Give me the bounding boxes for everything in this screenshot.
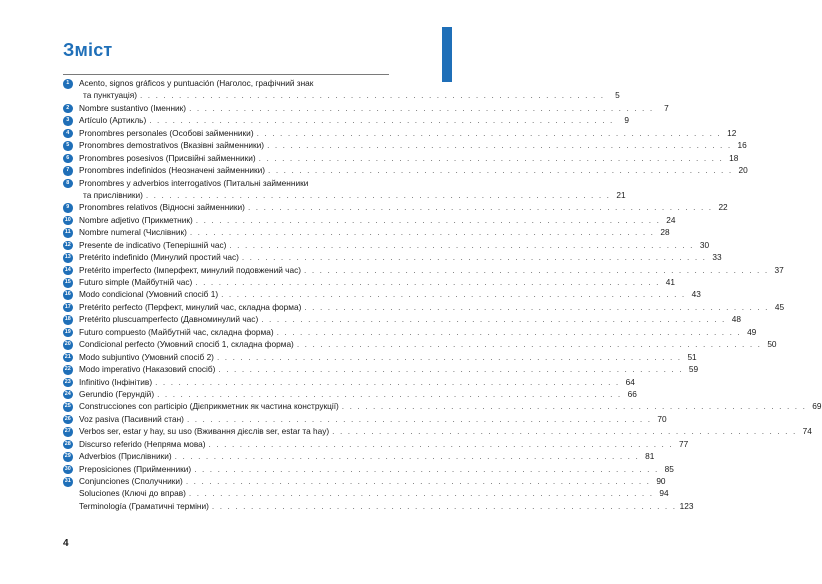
chapter-number-badge: 26 (63, 415, 73, 425)
toc-page-number: 24 (666, 214, 676, 225)
toc-page-number: 74 (802, 426, 812, 437)
toc-page-number: 94 (659, 488, 669, 499)
chapter-number-badge: 24 (63, 390, 73, 400)
toc-page-number: 90 (656, 476, 666, 487)
toc-entry[interactable] (63, 239, 710, 251)
toc-entry[interactable] (63, 301, 785, 313)
toc-entry-title: Soluciones (Ключі до вправ) (79, 488, 186, 499)
toc-page-number: 85 (664, 463, 674, 474)
toc-page-number: 22 (718, 202, 728, 213)
dot-leader: . . . . . . . . . . . . . . . . . . . . . . . . . . . . . . . . . . . . . . . . . . . . . . . . . . . . . . . . . . . . (221, 289, 686, 300)
dot-leader: . . . . . . . . . . . . . . . . . . . . . . . . . . . . . . . . . . . . . . . . . . . . . . . . . . . . . . . . . . . . (157, 388, 622, 399)
chapter-number-badge: 2 (63, 104, 73, 114)
toc-entry-title: Pronombres posesivos (Присвійні займенники) (79, 152, 256, 163)
chapter-number-badge: 5 (63, 141, 73, 151)
toc-entry-title: Pronombres relativos (Відносні займенники) (79, 202, 245, 213)
toc-entry-title: Preposiciones (Прийменники) (79, 463, 192, 474)
dot-leader: . . . . . . . . . . . . . . . . . . . . . . . . . . . . . . . . . . . . . . . . . . . . . . . . . . . . . . . . . . . . (218, 364, 684, 375)
dot-leader: . . . . . . . . . . . . . . . . . . . . . . . . . . . . . . . . . . . . . . . . . . . . . . . . . . . . . . . . . . . . (188, 488, 654, 499)
toc-entry[interactable] (63, 351, 697, 363)
toc-entry-title: Modo imperativo (Наказовий спосіб) (79, 364, 216, 375)
toc-entry[interactable] (63, 363, 699, 375)
dot-leader: . . . . . . . . . . . . . . . . . . . . . . . . . . . . . . . . . . . . . . . . . . . . . . . . . . . . . . . . . . . . (256, 127, 722, 138)
dot-leader: . . . . . . . . . . . . . . . . . . . . . . . . . . . . . . . . . . . . . . . . . . . . . . . . . . . . . . . . . . . . (247, 202, 713, 213)
dot-leader: . . . . . . . . . . . . . . . . . . . . . . . . . . . . . . . . . . . . . . . . . . . . . . . . . . . . . . . . . . . . (332, 426, 797, 437)
chapter-number-badge: 4 (63, 129, 73, 139)
toc-entry[interactable] (63, 276, 676, 288)
chapter-number-badge: 11 (63, 228, 73, 238)
toc-page-number: 7 (664, 102, 669, 113)
toc-entry-title: Pretérito perfecto (Перфект, минулий час, складна форма) (79, 301, 302, 312)
dot-leader: . . . . . . . . . . . . . . . . . . . . . . . . . . . . . . . . . . . . . . . . . . . . . . . . . . . . . . . . . . . . (155, 376, 620, 387)
toc-entry-title: Futuro compuesto (Майбутній час, складна форма) (79, 326, 274, 337)
toc-entry-title-continued: та прислівники) (83, 189, 143, 200)
dot-leader: . . . . . . . . . . . . . . . . . . . . . . . . . . . . . . . . . . . . . . . . . . . . . . . . . . . . . . . . . . . . (304, 301, 770, 312)
toc-entry[interactable] (63, 288, 701, 300)
toc-entry[interactable] (63, 214, 676, 226)
dot-leader: . . . . . . . . . . . . . . . . . . . . . . . . . . . . . . . . . . . . . . . . . . . . . . . . . . . . . . . . . . . . (267, 140, 732, 151)
toc-entry-title: Pronombres personales (Особові займенники) (79, 127, 254, 138)
chapter-number-badge: 22 (63, 365, 73, 375)
toc-entry-title: Pretérito pluscuamperfecto (Давноминулий час) (79, 314, 259, 325)
toc-entry-title: Modo condicional (Умовний спосіб 1) (79, 289, 219, 300)
toc-entry[interactable] (63, 201, 728, 213)
page-number: 4 (63, 538, 69, 549)
dot-leader: . . . . . . . . . . . . . . . . . . . . . . . . . . . . . . . . . . . . . . . . . . . . . . . . . . . . . . . . . . . . (195, 277, 661, 288)
toc-page-number: 64 (625, 376, 635, 387)
toc-page-number: 66 (627, 388, 637, 399)
toc-entry-title: Discurso referido (Непряма мова) (79, 438, 206, 449)
toc-entry-title: Futuro simple (Майбутній час) (79, 277, 193, 288)
toc-page-number: 37 (774, 264, 784, 275)
dot-leader: . . . . . . . . . . . . . . . . . . . . . . . . . . . . . . . . . . . . . . . . . . . . . . . . . . . . . . . . . . . . (140, 90, 605, 101)
chapter-number-badge: 18 (63, 315, 73, 325)
chapter-number-badge: 28 (63, 440, 73, 450)
dot-leader: . . . . . . . . . . . . . . . . . . . . . . . . . . . . . . . . . . . . . . . . . . . . . . . . . . . . . . . . . . . . (149, 115, 614, 126)
toc-page-number: 12 (727, 127, 737, 138)
chapter-number-badge: 17 (63, 303, 73, 313)
toc-entry[interactable] (63, 102, 669, 114)
toc-entry[interactable] (63, 226, 670, 238)
chapter-number-badge: 20 (63, 340, 73, 350)
dot-leader: . . . . . . . . . . . . . . . . . . . . . . . . . . . . . . . . . . . . . . . . . . . . . . . . . . . . . . . . . . . . (186, 413, 652, 424)
dot-leader: . . . . . . . . . . . . . . . . . . . . . . . . . . . . . . . . . . . . . . . . . . . . . . . . . . . . . . . . . . . . (174, 451, 640, 462)
chapter-number-badge: 23 (63, 378, 73, 388)
toc-page-number: 69 (812, 401, 822, 412)
toc-entry-title: Pretérito imperfecto (Імперфект, минулий подовжений час) (79, 264, 302, 275)
toc-page-number: 18 (729, 152, 739, 163)
toc-page-number: 81 (645, 451, 655, 462)
toc-entry[interactable] (63, 425, 812, 437)
toc-page-number: 30 (699, 239, 710, 250)
dot-leader: . . . . . . . . . . . . . . . . . . . . . . . . . . . . . . . . . . . . . . . . . . . . . . . . . . . . . . . . . . . . (185, 476, 651, 487)
dot-leader: . . . . . . . . . . . . . . . . . . . . . . . . . . . . . . . . . . . . . . . . . . . . . . . . . . . . . . . . . . . . (241, 252, 707, 263)
toc-page-number: 33 (712, 252, 722, 263)
dot-leader: . . . . . . . . . . . . . . . . . . . . . . . . . . . . . . . . . . . . . . . . . . . . . . . . . . . . . . . . . . . . (211, 500, 677, 511)
toc-entry-title: Pronombres y adverbios interrogativos (Питальні займенники (79, 177, 309, 188)
toc-entry[interactable] (63, 450, 655, 462)
dot-leader: . . . . . . . . . . . . . . . . . . . . . . . . . . . . . . . . . . . . . . . . . . . . . . . . . . . . . . . . . . . . (304, 264, 769, 275)
chapter-number-badge: 27 (63, 427, 73, 437)
dot-leader: . . . . . . . . . . . . . . . . . . . . . . . . . . . . . . . . . . . . . . . . . . . . . . . . . . . . . . . . . . . . (261, 314, 726, 325)
toc-entry[interactable] (63, 500, 694, 512)
chapter-number-badge: 10 (63, 216, 73, 226)
toc-entry-title: Pronombres indefinidos (Неозначені займенники) (79, 165, 266, 176)
toc-entry-title: Nombre adjetivo (Прикметник) (79, 214, 193, 225)
toc-entry-title: Conjunciones (Сполучники) (79, 476, 183, 487)
toc-page-number: 49 (747, 326, 757, 337)
toc-entry-title: Modo subjuntivo (Умовний спосіб 2) (79, 351, 214, 362)
toc-entry[interactable] (63, 77, 620, 102)
toc-page-number: 20 (738, 165, 748, 176)
toc-entry-title: Presente de indicativo (Теперішній час) (79, 239, 227, 250)
chapter-number-badge: 21 (63, 353, 73, 363)
toc-page-number: 9 (624, 115, 629, 126)
toc-page-number: 77 (679, 438, 689, 449)
toc-entry-title: Gerundio (Герундій) (79, 388, 155, 399)
chapter-number-badge: 16 (63, 290, 73, 300)
toc-entry[interactable] (63, 152, 739, 164)
chapter-number-badge: 3 (63, 116, 73, 126)
chapter-number-badge: 29 (63, 452, 73, 462)
toc-entry[interactable] (63, 114, 629, 126)
chapter-number-badge: 19 (63, 328, 73, 338)
chapter-number-badge: 31 (63, 477, 73, 487)
toc-page-number: 45 (774, 301, 785, 312)
toc-page-number: 5 (615, 90, 620, 101)
toc-entry[interactable] (63, 438, 689, 450)
chapter-number-badge: 30 (63, 465, 73, 475)
toc-entry[interactable] (63, 338, 777, 350)
toc-entry-title: Pronombres demostrativos (Вказівні займенники) (79, 140, 265, 151)
dot-leader: . . . . . . . . . . . . . . . . . . . . . . . . . . . . . . . . . . . . . . . . . . . . . . . . . . . . . . . . . . . . (194, 463, 659, 474)
dot-leader: . . . . . . . . . . . . . . . . . . . . . . . . . . . . . . . . . . . . . . . . . . . . . . . . . . . . . . . . . . . . (229, 239, 695, 250)
dot-leader: . . . . . . . . . . . . . . . . . . . . . . . . . . . . . . . . . . . . . . . . . . . . . . . . . . . . . . . . . . . . (296, 339, 762, 350)
toc-entry[interactable] (63, 388, 637, 400)
toc-entry[interactable] (63, 264, 784, 276)
toc-page-number: 16 (737, 140, 747, 151)
toc-page-number: 48 (731, 314, 741, 325)
toc-entry[interactable] (63, 251, 722, 263)
toc-entry[interactable] (63, 413, 667, 425)
toc-entry-title: Construcciones con participio (Дієприкметник як частина конструкції) (79, 401, 339, 412)
chapter-number-badge: 25 (63, 402, 73, 412)
chapter-number-badge: 14 (63, 266, 73, 276)
table-of-contents (63, 77, 822, 512)
dot-leader: . . . . . . . . . . . . . . . . . . . . . . . . . . . . . . . . . . . . . . . . . . . . . . . . . . . . . . . . . . . . (189, 102, 654, 113)
toc-entry[interactable] (63, 177, 626, 202)
toc-entry-title: Infinitivo (Інфінітив) (79, 376, 153, 387)
toc-entry-title: Acento, signos gráficos y puntuación (Наголос, графічний знак (79, 78, 314, 88)
dot-leader: . . . . . . . . . . . . . . . . . . . . . . . . . . . . . . . . . . . . . . . . . . . . . . . . . . . . . . . . . . . . (268, 165, 733, 176)
dot-leader: . . . . . . . . . . . . . . . . . . . . . . . . . . . . . . . . . . . . . . . . . . . . . . . . . . . . . . . . . . . . (189, 227, 655, 238)
toc-entry-title: Condicional perfecto (Умовний спосіб 1, складна форма) (79, 339, 294, 350)
chapter-number-badge: 8 (63, 179, 73, 189)
chapter-number-badge: 15 (63, 278, 73, 288)
toc-entry-title: Nombre numeral (Числівник) (79, 227, 187, 238)
page-title: Зміст (63, 40, 113, 60)
chapter-edge-tab (442, 27, 452, 82)
toc-entry-title: Pretérito indefinido (Минулий простий час) (79, 252, 239, 263)
toc-page-number: 41 (665, 277, 676, 288)
toc-entry-title: Artículo (Артикль) (79, 115, 147, 126)
dot-leader: . . . . . . . . . . . . . . . . . . . . . . . . . . . . . . . . . . . . . . . . . . . . . . . . . . . . . . . . . . . . (258, 152, 724, 163)
chapter-number-badge: 1 (63, 79, 73, 89)
chapter-number-badge: 7 (63, 166, 73, 176)
toc-entry[interactable] (63, 139, 747, 151)
toc-page-number: 59 (688, 364, 699, 375)
toc-entry[interactable] (63, 400, 822, 412)
toc-page-number: 123 (679, 500, 694, 511)
chapter-number-badge: 6 (63, 154, 73, 164)
dot-leader: . . . . . . . . . . . . . . . . . . . . . . . . . . . . . . . . . . . . . . . . . . . . . . . . . . . . . . . . . . . . (145, 189, 611, 200)
toc-entry-title: Verbos ser, estar y hay, su uso (Вживання дієслів ser, estar та hay) (79, 426, 330, 437)
toc-page-number: 51 (687, 351, 697, 362)
toc-entry[interactable] (63, 313, 741, 325)
dot-leader: . . . . . . . . . . . . . . . . . . . . . . . . . . . . . . . . . . . . . . . . . . . . . . . . . . . . . . . . . . . . (195, 214, 661, 225)
toc-entry-title: Nombre sustantivo (Іменник) (79, 102, 187, 113)
toc-entry[interactable] (63, 326, 757, 338)
toc-entry-title: Voz pasiva (Пасивний стан) (79, 413, 184, 424)
toc-entry-title-continued: та пунктуація) (83, 90, 137, 101)
toc-entry[interactable] (63, 127, 737, 139)
toc-page-number: 28 (660, 227, 670, 238)
toc-entry-title: Terminología (Граматичні терміни) (79, 500, 209, 511)
title-divider (63, 74, 389, 75)
toc-entry[interactable] (63, 487, 669, 499)
toc-entry[interactable] (63, 376, 635, 388)
toc-entry[interactable] (63, 475, 666, 487)
chapter-number-badge: 12 (63, 241, 73, 251)
dot-leader: . . . . . . . . . . . . . . . . . . . . . . . . . . . . . . . . . . . . . . . . . . . . . . . . . . . . . . . . . . . . (276, 326, 742, 337)
chapter-number-badge: 13 (63, 253, 73, 263)
toc-entry[interactable] (63, 164, 748, 176)
dot-leader: . . . . . . . . . . . . . . . . . . . . . . . . . . . . . . . . . . . . . . . . . . . . . . . . . . . . . . . . . . . . (216, 351, 682, 362)
toc-page-number: 50 (767, 339, 777, 350)
toc-entry[interactable] (63, 463, 674, 475)
dot-leader: . . . . . . . . . . . . . . . . . . . . . . . . . . . . . . . . . . . . . . . . . . . . . . . . . . . . . . . . . . . . (208, 438, 674, 449)
toc-page-number: 43 (691, 289, 701, 300)
dot-leader: . . . . . . . . . . . . . . . . . . . . . . . . . . . . . . . . . . . . . . . . . . . . . . . . . . . . . . . . . . . . (341, 401, 807, 412)
toc-page-number: 21 (616, 189, 626, 200)
toc-page-number: 70 (657, 413, 667, 424)
toc-entry-title: Adverbios (Прислівники) (79, 451, 172, 462)
chapter-number-badge: 9 (63, 203, 73, 213)
